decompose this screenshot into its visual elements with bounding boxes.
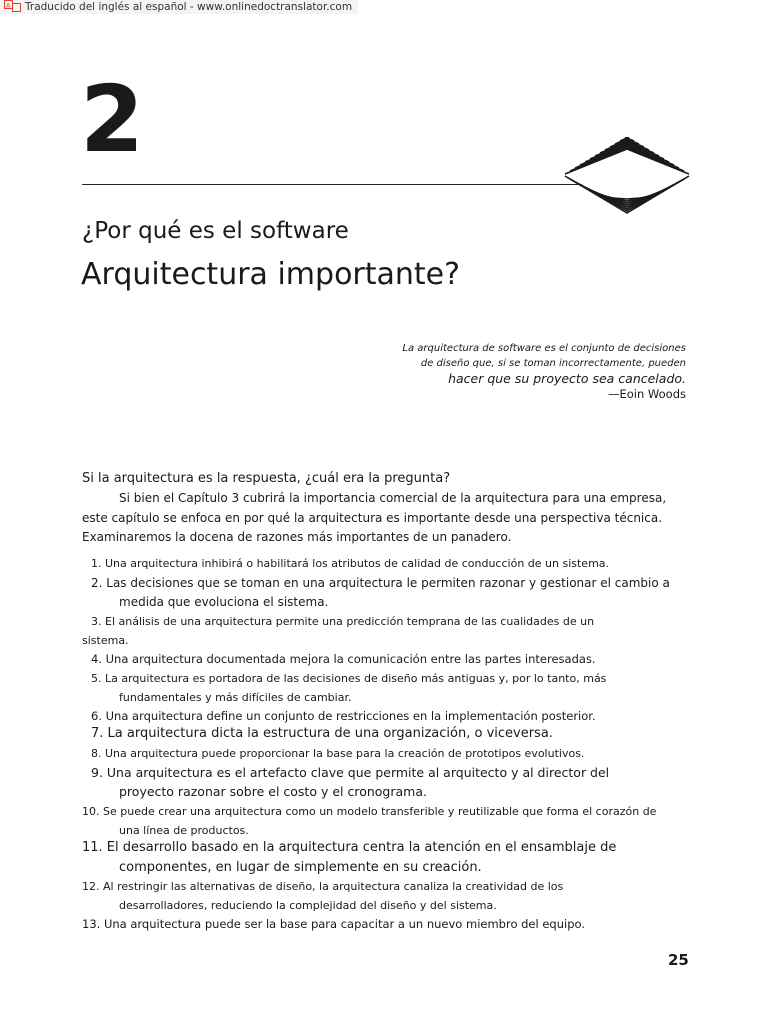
list-item: 13. Una arquitectura puede ser la base para capacitar a un nuevo miembro del equipo. <box>82 917 586 931</box>
epigraph-line2: de diseño que, si se toman incorrectamente, pueden <box>420 358 686 369</box>
list-item: 11. El desarrollo basado en la arquitectura centra la atención en el ensamblaje de componentes, en lugar de simplemente en su creación. <box>82 840 617 875</box>
intro-line: Si bien el Capítulo 3 cubrirá la importancia comercial de la arquitectura para una empresa, <box>119 491 667 505</box>
page-number: 25 <box>668 951 689 969</box>
list-item: 3. El análisis de una arquitectura permite una predicción temprana de las cualidades de un sistema. <box>82 615 595 647</box>
list-item: 7. La arquitectura dicta la estructura de una organización, o viceversa. <box>91 726 553 741</box>
translate-icon <box>4 0 22 12</box>
section-heading: Si la arquitectura es la respuesta, ¿cuál era la pregunta? <box>82 471 451 486</box>
list-item: 5. La arquitectura es portadora de las decisiones de diseño más antiguas y, por lo tanto, más fundamentales y más difíciles de cambiar. <box>91 672 607 704</box>
epigraph-author: —Eoin Woods <box>607 387 686 401</box>
list-item: 8. Una arquitectura puede proporcionar la base para la creación de prototipos evolutivos. <box>91 747 585 760</box>
chapter-rule <box>82 184 582 185</box>
intro-line: Examinaremos la docena de razones más importantes de un panadero. <box>82 530 512 544</box>
epigraph-line3: hacer que su proyecto sea cancelado. <box>448 371 686 386</box>
list-item: 4. Una arquitectura documentada mejora la comunicación entre las partes interesadas. <box>91 652 596 666</box>
chapter-number: 2 <box>80 66 145 173</box>
list-item: 9. Una arquitectura es el artefacto clave que permite al arquitecto y al director del proyecto razonar sobre el costo y el cronograma. <box>91 765 610 799</box>
svg-text:A: A <box>6 2 11 10</box>
intro-line: este capítulo se enfoca en por qué la arquitectura es importante desde una perspectiva técnica. <box>82 510 663 525</box>
list-item: 10. Se puede crear una arquitectura como un modelo transferible y reutilizable que forma el corazón de una línea de productos. <box>82 805 657 837</box>
list-item: 6. Una arquitectura define un conjunto de restricciones en la implementación posterior. <box>91 709 596 723</box>
translator-text: Traducido del inglés al español - www.onlinedoctranslator.com <box>25 1 353 13</box>
list-item: 1. Una arquitectura inhibirá o habilitará los atributos de calidad de conducción de un sistema. <box>91 557 610 570</box>
list-item: 12. Al restringir las alternativas de diseño, la arquitectura canaliza la creatividad de los desarrolladores, reduciendo la complejidad del diseño y del sistema. <box>82 880 564 912</box>
list-item: 2. Las decisiones que se toman en una arquitectura le permiten razonar y gestionar el cambio a medida que evoluciona el sistema. <box>91 576 670 609</box>
chapter-title-line1: ¿Por qué es el software <box>82 218 349 244</box>
translator-banner[interactable] <box>0 0 358 14</box>
chapter-title-line2: Arquitectura importante? <box>81 257 461 292</box>
epigraph-line1: La arquitectura de software es el conjunto de decisiones <box>402 343 686 354</box>
epigraph <box>402 341 686 402</box>
pyramid-ornament-icon <box>562 137 692 215</box>
intro-paragraph <box>82 489 682 548</box>
